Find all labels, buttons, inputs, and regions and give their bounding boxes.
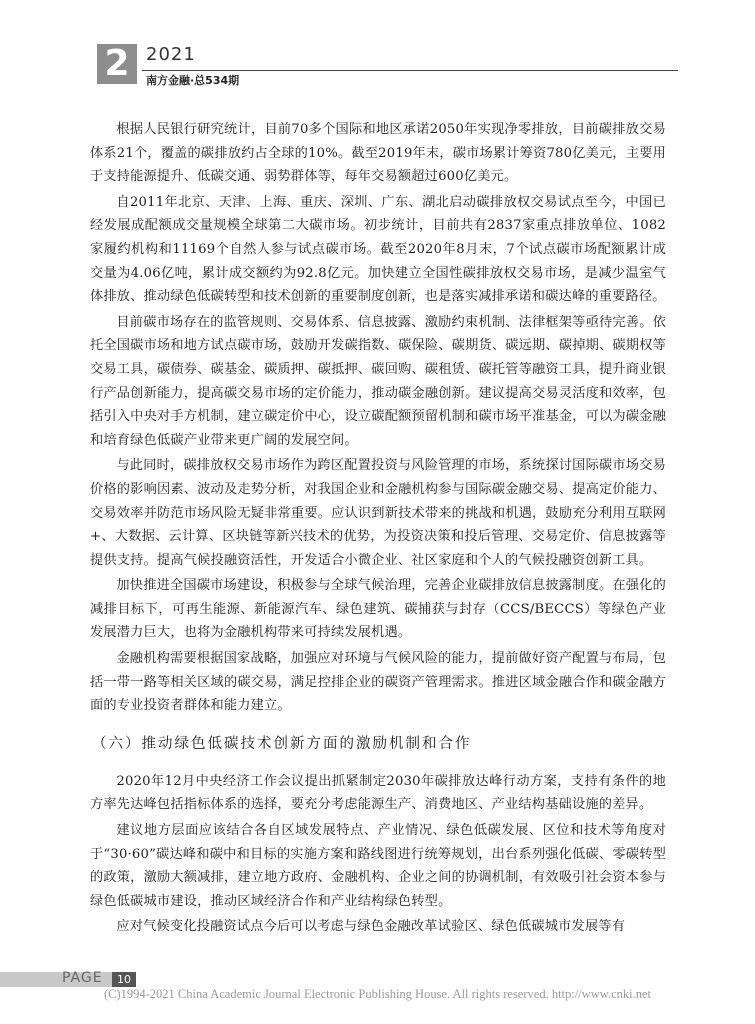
paragraph: 与此同时，碳排放权交易市场作为跨区配置投资与风险管理的市场，系统探讨国际碳市场交易价格的影响因素、波动及走势分析，对我国企业和金融机构参与国际碳金融交易、提高定价能力、交易效率并防范市场风险无疑非常重要。应认识到新技术带来的挑战和机遇，鼓励充分利用互联网+、大数据、云计算、区块链等新兴技术的优势，为投资决策和投后管理、交易定价、信息披露等提供支持。提高气候投融资活性，开发适合小微企业、社区家庭和个人的气候投融资创新工具。 (90, 458, 666, 568)
paragraph: 应对气候变化投融资试点今后可以考虑与绿色金融改革试验区、绿色低碳城市发展等有 (116, 919, 626, 935)
page-label: PAGE (62, 970, 103, 986)
page-number: 10 (112, 972, 136, 987)
paragraph: 根据人民银行研究统计，目前70多个国际和地区承诺2050年实现净零排放，目前碳排放交易体系21个，覆盖的碳排放约占全球的10%。截至2019年末，碳市场累计筹资780亿美元，主要用于支持能源提升、低碳交通、弱势群体等，每年交易额超过600亿美元。 (90, 122, 666, 185)
article-body (90, 118, 666, 941)
journal-name: 南方金融·总534期 (146, 74, 240, 87)
paragraph: 2020年12月中央经济工作会议提出抓紧制定2030年碳排放达峰行动方案，支持有条件的地方率先达峰包括指标体系的选择，要充分考虑能源生产、消费地区、产业结构基础设施的差异。 (90, 773, 666, 813)
copyright-notice: (C)1994-2021 China Academic Journal Electronic Publishing House. All rights reserved. http://www.cnki.net (103, 987, 651, 1001)
paragraph: 目前碳市场存在的监管规则、交易体系、信息披露、激励约束机制、法律框架等亟待完善。依托全国碳市场和地方试点碳市场，鼓励开发碳指数、碳保险、碳期货、碳远期、碳掉期、碳期权等交易工具，碳债券、碳基金、碳质押、碳抵押、碳回购、碳租赁、碳托管等融资工具，提升商业银行产品创新能力，提高碳交易市场的定价能力，推动碳金融创新。建议提高交易灵活度和效率，包括引入中央对手方机制，建立碳定价中心，设立碳配额预留机制和碳市场平准基金，可以为碳金融和培育绿色低碳产业带来更广阔的发展空间。 (90, 314, 666, 448)
paragraph: 金融机构需要根据国家战略，加强应对环境与气候风险的能力，提前做好资产配置与布局，包括一带一路等相关区域的碳交易，满足控排企业的碳资产管理需求。推进区域金融合作和碳金融方面的专业投资者群体和能力建立。 (90, 651, 666, 714)
paragraph: 自2011年北京、天津、上海、重庆、深圳、广东、湖北启动碳排放权交易试点至今，中国已经发展成配额成交量规模全球第二大碳市场。初步统计，目前共有2837家重点排放单位、1082家履约机构和11169个自然人参与试点碳市场。截至2020年8月末，7个试点碳市场配额累计成交量为4.06亿吨，累计成交额约为92.8亿元。加快建立全国性碳排放权交易市场，是减少温室气体排放、推动绿色低碳转型和技术创新的重要制度创新，也是落实减排承诺和碳达峰的重要路径。 (90, 194, 666, 305)
issue-number-badge: 2 (97, 44, 137, 84)
section-heading: （六）推动绿色低碳技术创新方面的激励机制和合作 (92, 735, 472, 752)
header-divider (142, 70, 678, 71)
paragraph: 加快推进全国碳市场建设，积极参与全球气候治理，完善企业碳排放信息披露制度。在强化的减排目标下，可再生能源、新能源汽车、绿色建筑、碳捕获与封存（CCS/BECCS）等绿色产业发展潜力巨大，也将为金融机构带来可持续发展机遇。 (90, 578, 666, 641)
paragraph: 建议地方层面应该结合各自区域发展特点、产业情况、绿色低碳发展、区位和技术等角度对于“30·60”碳达峰和碳中和目标的实施方案和路线图进行统筹规划，出台系列强化低碳、零碳转型的政策，激励大额减排，建立地方政府、金融机构、企业之间的协调机制，有效吸引社会资本参与绿色低碳城市建设，推动区域经济合作和产业结构绿色转型。 (90, 823, 666, 909)
issue-year: 2021 (146, 44, 196, 65)
